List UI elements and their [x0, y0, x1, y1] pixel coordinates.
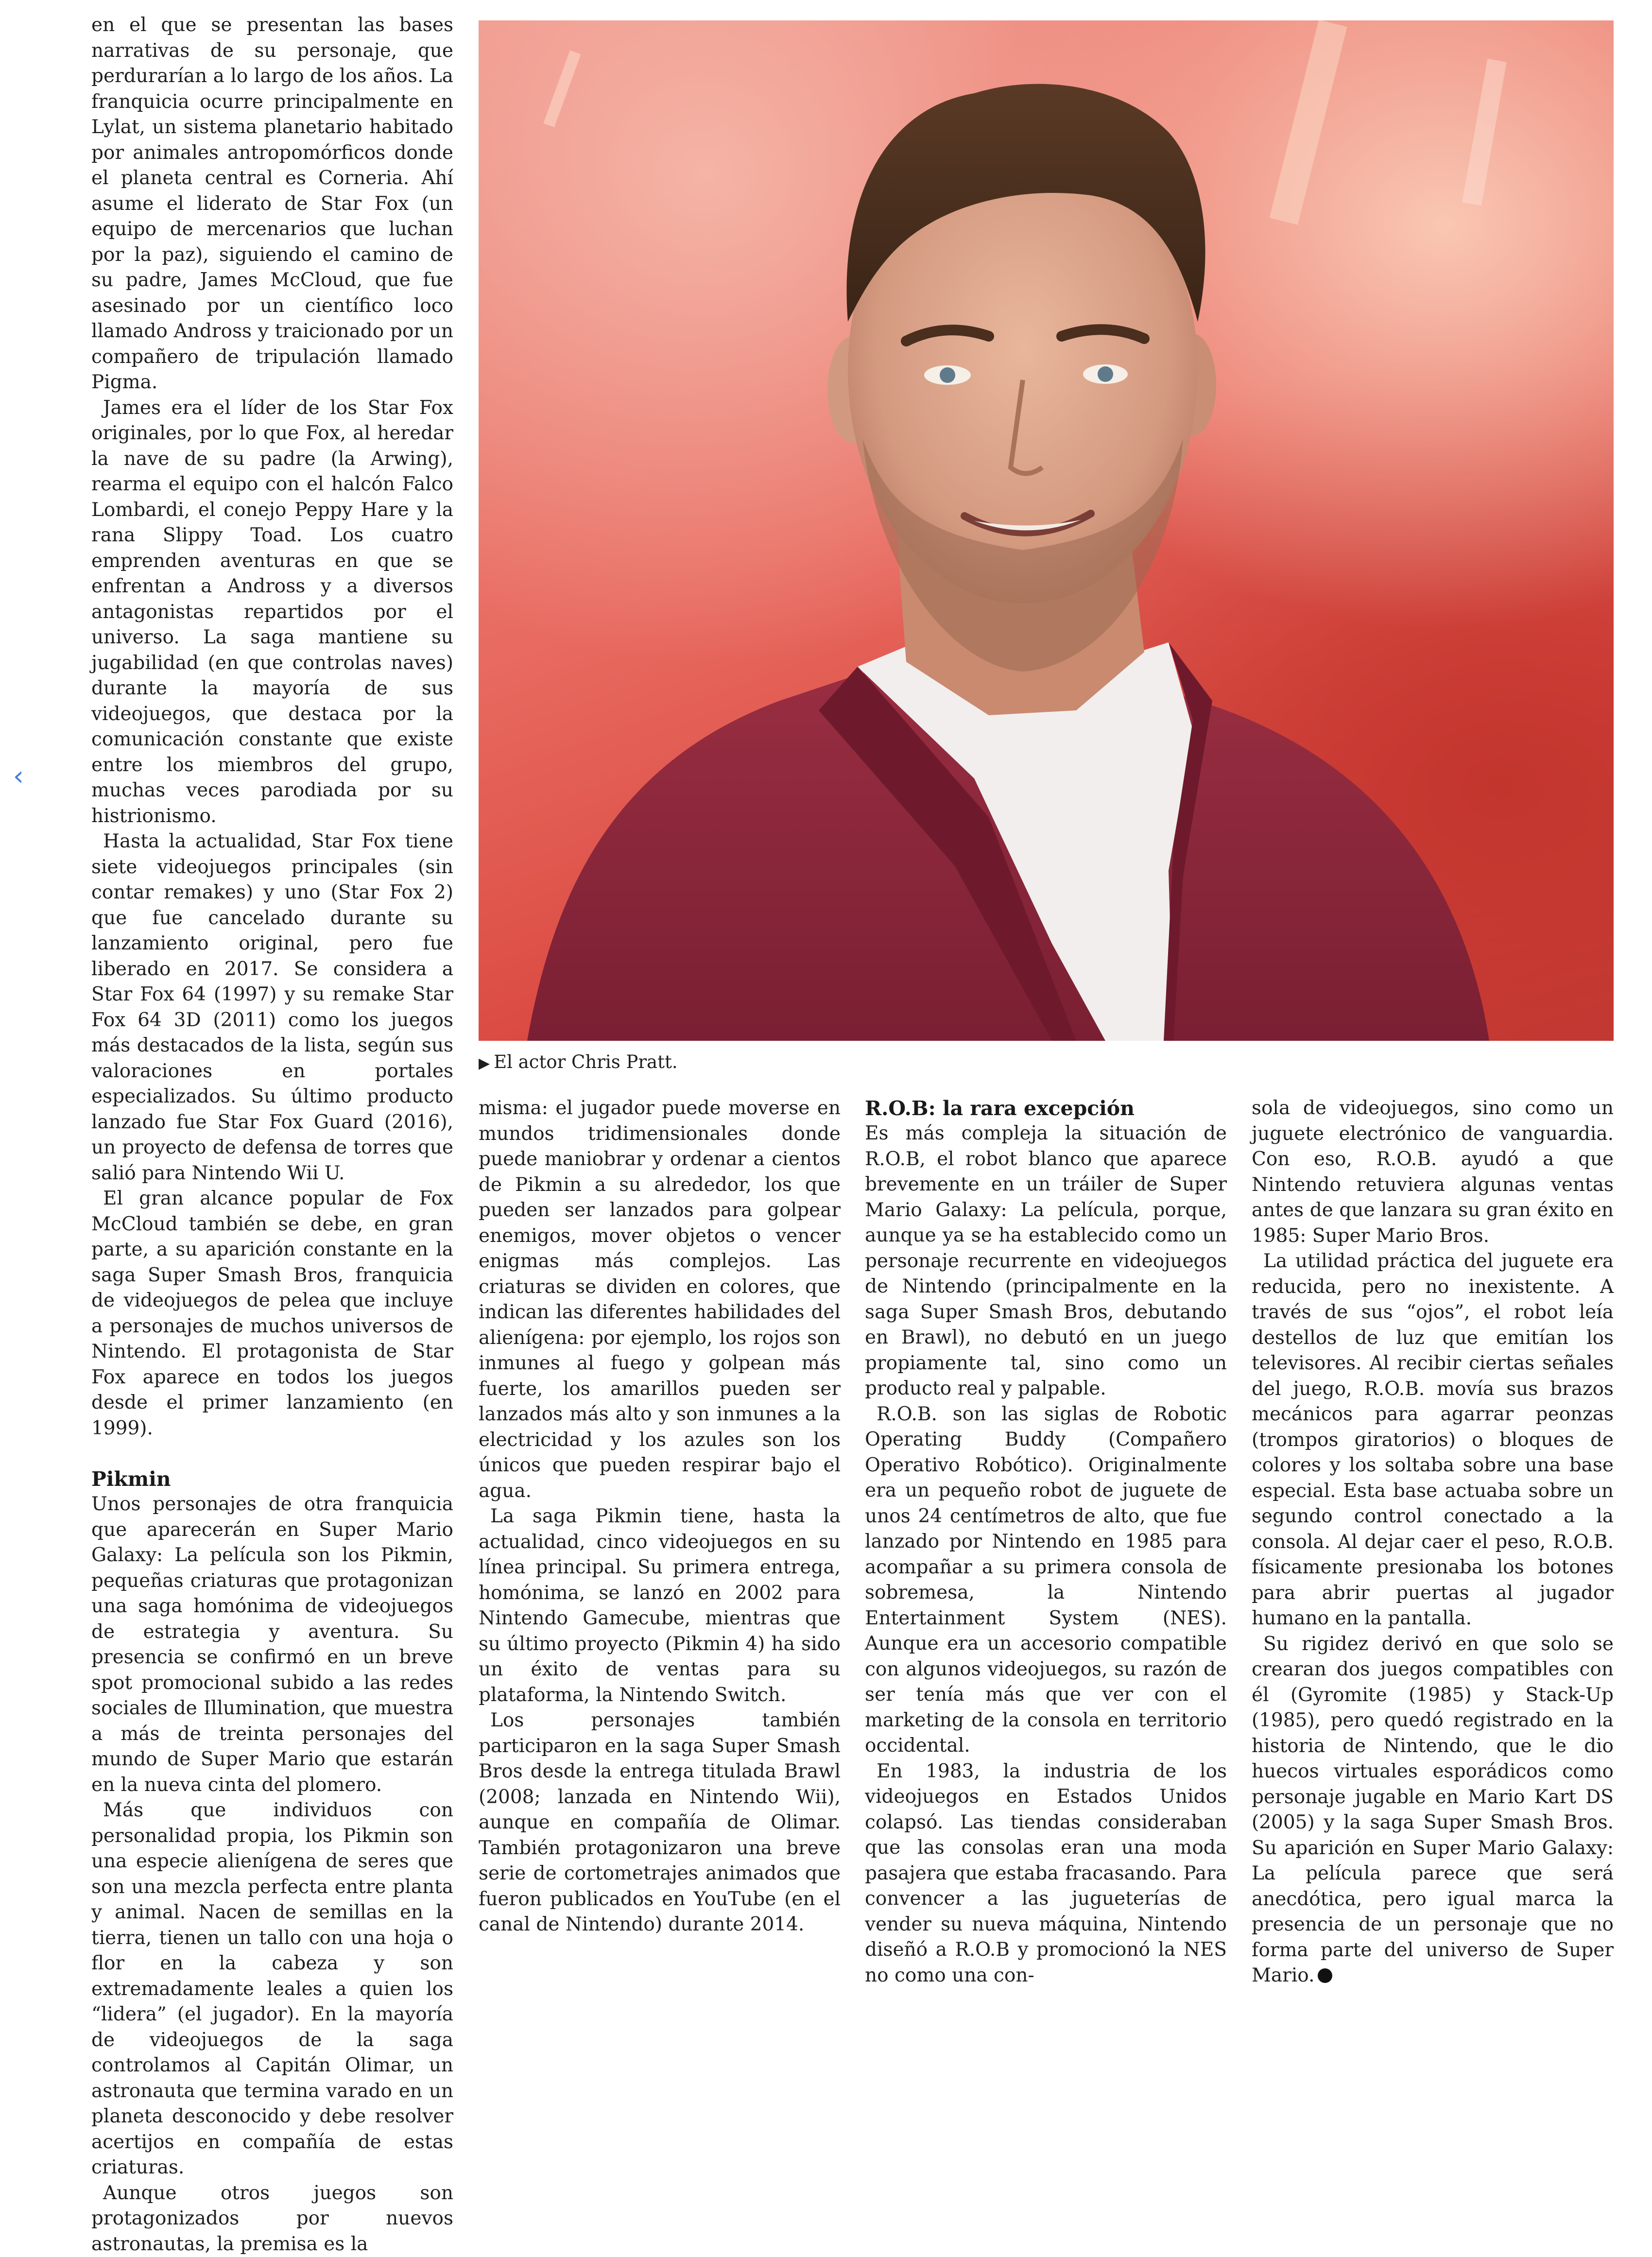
caption-arrow-icon: ▶ — [479, 1055, 490, 1072]
article-column-2 — [479, 1096, 841, 1938]
paragraph-text: La saga Pikmin tiene, hasta la actualidad, cinco videojuegos en su línea principal. Su primera entrega, homónima, se lanzó en 2002 para Nintendo Gamecube, mientras que su último proyecto (Pikmin 4) ha sido un éxito de ventas para su plataforma, la Nintendo Switch. — [479, 1505, 841, 1706]
article-paragraph — [91, 396, 453, 829]
article-paragraph — [479, 1504, 841, 1708]
caption-text: El actor Chris Pratt. — [494, 1051, 678, 1072]
article-column-1 — [91, 13, 453, 2257]
article-paragraph — [479, 1708, 841, 1938]
article-paragraph — [91, 2181, 453, 2257]
article-paragraph — [91, 1492, 453, 1798]
article-paragraph — [1252, 1096, 1614, 1249]
article-photo — [479, 20, 1614, 1041]
article-paragraph — [91, 1798, 453, 2181]
end-of-article-mark — [1318, 1968, 1332, 1983]
chevron-left-icon: ‹ — [13, 760, 24, 792]
heading-text: R.O.B: la rara excepción — [865, 1097, 1135, 1120]
article-column-4 — [1252, 1096, 1614, 1989]
article-paragraph — [91, 829, 453, 1186]
article-paragraph — [865, 1121, 1227, 1402]
paragraph-text: misma: el jugador puede moverse en mundos tridimensionales donde puede maniobrar y ordenar a cientos de Pikmin a su alrededor, los que pueden ser lanzados para golpear enemigos, mover objetos o vencer enigmas más complejos. Las criaturas se dividen en colores, que indican las diferentes habilidades del alienígena: por ejemplo, los rojos son inmunes al fuego y golpean más fuerte, los amarillos pueden ser lanzados más alto y son inmunes a la electricidad y los azules son los únicos que pueden respirar bajo el agua. — [479, 1097, 841, 1502]
section-heading — [865, 1096, 1227, 1121]
article-column-3 — [865, 1096, 1227, 1988]
article-paragraph — [1252, 1249, 1614, 1632]
article-paragraph — [91, 13, 453, 396]
photo-caption — [479, 1050, 678, 1075]
portrait-illustration — [479, 20, 1614, 1041]
paragraph-text: La utilidad práctica del juguete era reducida, pero no inexistente. A través de sus “ojos”, el robot leía destellos de luz que emitían los televisores. Al recibir ciertas señales del juego, R.O.B. movía sus brazos mecánicos para agarrar peonzas (trompos giratorios) o bloques de colores y los soltaba sobre una base especial. Esta base actuaba sobre un segundo control conectado a la consola. Al dejar caer el peso, R.O.B. físicamente presionaba los botones para abrir puertas al jugador humano en la pantalla. — [1252, 1250, 1614, 1629]
paragraph-text: Aunque otros juegos son protagonizados por nuevos astronautas, la premisa es la — [91, 2182, 453, 2255]
paragraph-text: en el que se presentan las bases narrativas de su personaje, que perdurarían a lo largo de los años. La franquicia ocurre principalmente en Lylat, un sistema planetario habitado por animales antropomórficos donde el planeta central es Corneria. Ahí asume el liderato de Star Fox (un equipo de mercenarios que luchan por la paz), siguiendo el camino de su padre, James McCloud, que fue asesinado por un científico loco llamado Andross y traicionado por un compañero de tripulación llamado Pigma. — [91, 14, 453, 393]
section-spacer — [91, 1441, 453, 1466]
paragraph-text: Es más compleja la situación de R.O.B, el robot blanco que aparece brevemente en un tráiler de Super Mario Galaxy: La película, porque, aunque ya se ha establecido como un personaje recurrente en videojuegos de Nintendo (principalmente en la saga Super Smash Bros, debutando en Brawl), no debutó en un juego propiamente tal, sino como un producto real y palpable. — [865, 1122, 1227, 1399]
prev-page-button[interactable] — [9, 762, 28, 791]
paragraph-text: En 1983, la industria de los videojuegos en Estados Unidos colapsó. Las tiendas consideraban que las consolas eran una moda pasajera que estaba fracasando. Para convencer a las jugueterías de vender su nueva máquina, Nintendo diseñó a R.O.B y promocionó la NES no como una con- — [865, 1760, 1227, 1986]
article-paragraph — [865, 1402, 1227, 1759]
paragraph-text: Los personajes también participaron en la saga Super Smash Bros desde la entrega titulada Brawl (2008; lanzada en Nintendo Wii), aunque en compañía de Olimar. También protagonizaron una breve serie de cortometrajes animados que fueron publicados en YouTube (en el canal de Nintendo) durante 2014. — [479, 1709, 841, 1935]
paragraph-text: Su rigidez derivó en que solo se crearan dos juegos compatibles con él (Gyromite (1985) y Stack-Up (1985), pero quedó registrado en la historia de Nintendo, que le dio huecos virtuales esporádicos como personaje jugable en Mario Kart DS (2005) y la saga Super Smash Bros. Su aparición en Super Mario Galaxy: La película parece que será anecdótica, pero igual marca la presencia de un personaje que no forma parte del universo de Super Mario. — [1252, 1633, 1614, 1987]
paragraph-text: sola de videojuegos, sino como un juguete electrónico de vanguardia. Con eso, R.O.B. ayudó a que Nintendo retuviera algunas ventas antes de que lanzara su gran éxito en 1985: Super Mario Bros. — [1252, 1097, 1614, 1247]
article-paragraph — [479, 1096, 841, 1504]
paragraph-text: Hasta la actualidad, Star Fox tiene siete videojuegos principales (sin contar remakes) y uno (Star Fox 2) que fue cancelado durante su lanzamiento original, pero fue liberado en 2017. Se considera a Star Fox 64 (1997) y su remake Star Fox 64 3D (2011) como los juegos más destacados de la lista, según sus valoraciones en portales especializados. Su último producto lanzado fue Star Fox Guard (2016), un proyecto de defensa de torres que salió para Nintendo Wii U. — [91, 830, 453, 1184]
paragraph-text: James era el líder de los Star Fox originales, por lo que Fox, al heredar la nave de su padre (la Arwing), rearma el equipo con el halcón Falco Lombardi, el conejo Peppy Hare y la rana Slippy Toad. Los cuatro emprenden aventuras en que se enfrentan a Andross y a diversos antagonistas repartidos por el universo. La saga mantiene su jugabilidad (en que controlas naves) durante la mayoría de sus videojuegos, que destaca por la comunicación constante que existe entre los miembros del grupo, muchas veces parodiada por su histrionismo. — [91, 397, 453, 827]
article-paragraph — [91, 1186, 453, 1441]
section-heading — [91, 1466, 453, 1492]
paragraph-text: Unos personajes de otra franquicia que aparecerán en Super Mario Galaxy: La película son los Pikmin, pequeñas criaturas que protagonizan una saga homónima de videojuegos de estrategia y aventura. Su presencia se confirmó en un breve spot promocional subido a las redes sociales de Illumination, que muestra a más de treinta personajes del mundo de Super Mario que estarán en la nueva cinta del plomero. — [91, 1493, 453, 1796]
paragraph-text: Más que individuos con personalidad propia, los Pikmin son una especie alienígena de seres que son una mezcla perfecta entre planta y animal. Nacen de semillas en la tierra, tienen un tallo con una hoja o flor en la cabeza y son extremadamente leales a quien los “lidera” (el jugador). En la mayoría de videojuegos de la saga controlamos al Capitán Olimar, un astronauta que termina varado en un planeta desconocido y debe resolver acertijos en compañía de estas criaturas. — [91, 1799, 453, 2178]
paragraph-text: R.O.B. son las siglas de Robotic Operating Buddy (Compañero Operativo Robótico). Originalmente era un pequeño robot de juguete de unos 24 centímetros de alto, que fue lanzado por Nintendo en 1985 para acompañar a su primera consola de sobremesa, la Nintendo Entertainment System (NES). Aunque era un accesorio compatible con algunos videojuegos, su razón de ser tenía más que ver con el marketing de la consola en territorio occidental. — [865, 1403, 1227, 1757]
paragraph-text: El gran alcance popular de Fox McCloud también se debe, en gran parte, a su aparición constante en la saga Super Smash Bros, franquicia de videojuegos de pelea que incluye a personajes de muchos universos de Nintendo. El protagonista de Star Fox aparece en todos los juegos desde el primer lanzamiento (en 1999). — [91, 1188, 453, 1439]
heading-text: Pikmin — [91, 1467, 171, 1491]
article-paragraph — [865, 1759, 1227, 1989]
article-paragraph — [1252, 1632, 1614, 1989]
